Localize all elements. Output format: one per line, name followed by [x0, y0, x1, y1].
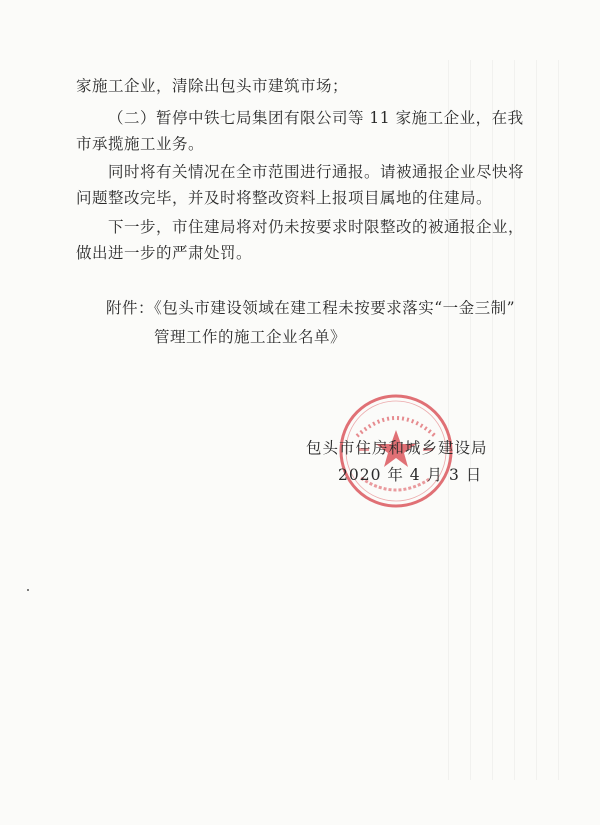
- body-line-3: 市承揽施工业务。: [76, 135, 205, 153]
- issue-date: 2020 年 4 月 3 日: [338, 466, 483, 484]
- body-line-6: 下一步，市住建局将对仍未按要求时限整改的被通报企业，: [108, 218, 525, 236]
- issuing-organization: 包头市住房和城乡建设局: [306, 439, 488, 457]
- body-line-5: 问题整改完毕，并及时将整改资料上报项目属地的住建局。: [76, 189, 493, 207]
- body-line-7: 做出进一步的严肃处罚。: [76, 244, 253, 262]
- attachment-line-2: 管理工作的施工企业名单》: [154, 328, 347, 346]
- body-line-1: 家施工企业，清除出包头市建筑市场；: [76, 77, 349, 95]
- body-line-2: （二）暂停中铁七局集团有限公司等 11 家施工企业，在我: [108, 109, 524, 127]
- attachment-line-1: 附件：《包头市建设领域在建工程未按要求落实“一金三制”: [106, 299, 516, 317]
- body-line-4: 同时将有关情况在全市范围进行通报。请被通报企业尽快将: [108, 163, 525, 181]
- scan-speck: [27, 589, 29, 591]
